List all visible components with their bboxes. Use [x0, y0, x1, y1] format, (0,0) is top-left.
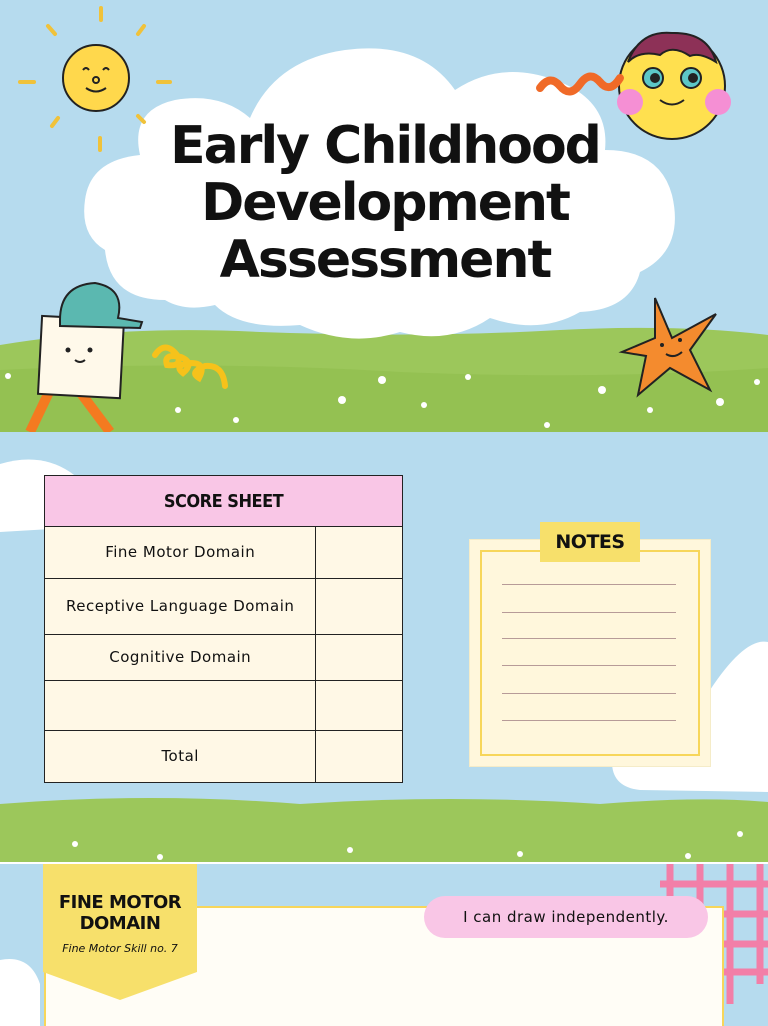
page-title [150, 118, 620, 289]
row-label: Receptive Language Domain [45, 579, 316, 635]
title-line: Early Childhood [170, 116, 600, 176]
score-sheet-table [44, 475, 403, 783]
score-sheet-header: SCORE SHEET [45, 476, 403, 527]
title-slide [0, 0, 768, 432]
title-line: Assessment [219, 230, 551, 290]
score-cell[interactable] [316, 635, 403, 681]
score-cell[interactable] [316, 527, 403, 579]
total-score-cell[interactable] [316, 731, 403, 783]
row-label: Fine Motor Domain [45, 527, 316, 579]
cloud-left [0, 959, 40, 1026]
skill-number: Fine Motor Skill no. 7 [62, 942, 178, 955]
score-slide [0, 432, 768, 862]
skill-statement: I can draw independently. [424, 896, 708, 938]
notes-frame[interactable] [480, 550, 700, 756]
fine-motor-slide [0, 862, 768, 1026]
score-cell[interactable] [316, 681, 403, 731]
grass-strip [0, 798, 768, 862]
row-label [45, 681, 316, 731]
total-label: Total [45, 731, 316, 783]
row-label: Cognitive Domain [45, 635, 316, 681]
notes-label: NOTES [540, 522, 640, 562]
domain-title: FINE MOTOR DOMAIN [58, 892, 182, 934]
score-cell[interactable] [316, 579, 403, 635]
smiley-face-icon [617, 33, 731, 139]
title-line: Development [201, 173, 569, 233]
